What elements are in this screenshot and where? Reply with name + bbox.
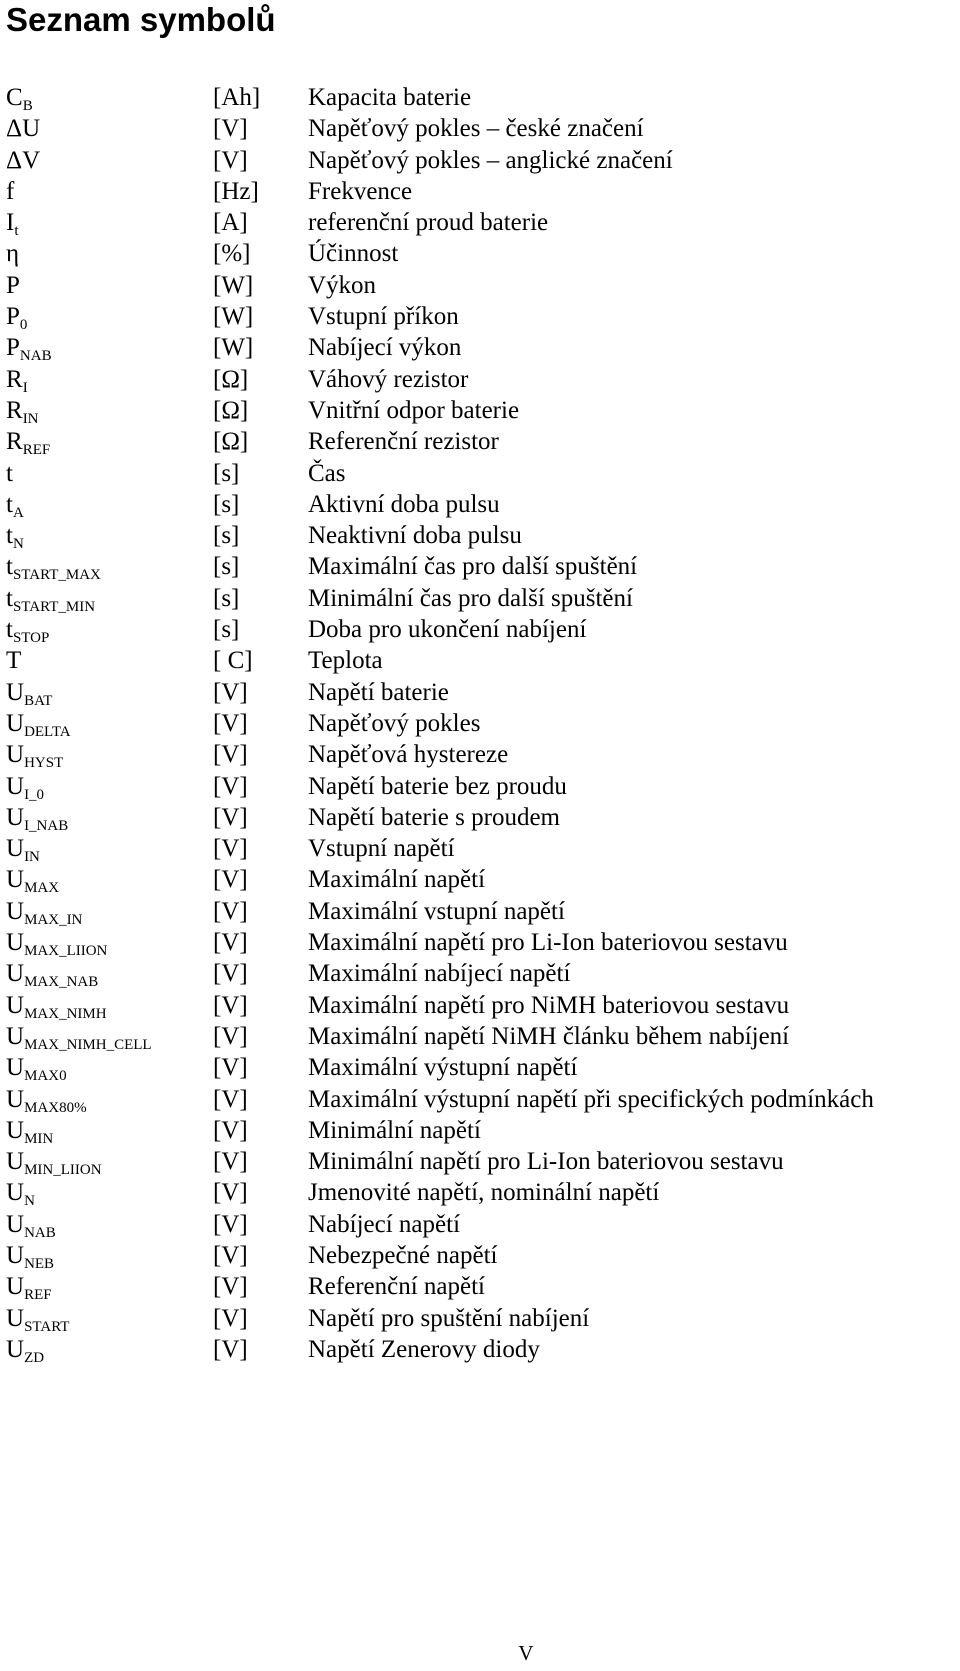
symbol-subscript: IN	[22, 410, 39, 427]
symbol-row	[0, 364, 960, 395]
symbol-row	[0, 489, 960, 520]
symbol	[6, 270, 20, 301]
symbol-base: t	[6, 616, 13, 644]
symbol-row	[0, 771, 960, 802]
symbol	[6, 708, 71, 739]
symbol-row	[0, 551, 960, 582]
symbol-base: P	[6, 334, 20, 362]
symbol	[6, 364, 28, 395]
symbol-row	[0, 583, 960, 614]
symbol-base: U	[6, 929, 25, 957]
symbol-base: U	[6, 709, 25, 737]
symbol-description: Napěťová hystereze	[308, 741, 509, 769]
symbol-description: Referenční napětí	[308, 1273, 485, 1301]
symbol-unit: [A]	[213, 209, 248, 237]
symbol	[6, 145, 40, 176]
symbol-description: Napěťový pokles – české značení	[308, 115, 644, 143]
symbol-subscript: MAX_IN	[24, 911, 83, 928]
symbol-unit: [V]	[213, 929, 248, 957]
symbol-base: P	[6, 303, 20, 331]
symbol	[6, 520, 24, 551]
symbol-subscript: t	[14, 223, 19, 240]
symbol-unit: [V]	[213, 146, 248, 174]
symbol	[6, 1303, 69, 1334]
symbol-base: U	[6, 1273, 25, 1301]
symbol-unit: [V]	[213, 866, 248, 894]
symbol-row	[0, 677, 960, 708]
symbol	[6, 1240, 54, 1271]
symbol-base: R	[6, 396, 23, 424]
symbol-description: Nabíjecí napětí	[308, 1210, 461, 1238]
symbol-unit: [s]	[213, 553, 240, 581]
symbol	[6, 958, 98, 989]
symbol-description: Vstupní napětí	[308, 835, 455, 863]
symbol-unit: [V]	[213, 741, 248, 769]
symbol-subscript: N	[12, 536, 24, 553]
symbol-base: U	[6, 803, 25, 831]
symbol-base: t	[6, 553, 13, 581]
symbol-unit: [s]	[213, 490, 240, 518]
symbol-row	[0, 1146, 960, 1177]
symbol-base: U	[6, 1335, 25, 1363]
symbol-description: Referenční rezistor	[308, 428, 499, 456]
symbol	[6, 927, 107, 958]
symbol-subscript: ZD	[24, 1349, 45, 1366]
symbol-base: U	[6, 1304, 25, 1332]
symbol-subscript: MIN	[24, 1130, 54, 1147]
symbol	[6, 113, 40, 144]
symbol-description: Napětí Zenerovy diody	[308, 1335, 540, 1363]
symbol	[6, 1334, 44, 1365]
symbol-row	[0, 896, 960, 927]
symbol	[6, 833, 40, 864]
symbol-unit: [Ω]	[213, 365, 249, 393]
symbol-row	[0, 1177, 960, 1208]
symbol-subscript: MAX	[24, 880, 60, 897]
symbol-description: Napětí baterie bez proudu	[308, 772, 567, 800]
symbol	[6, 238, 19, 269]
symbol-row	[0, 802, 960, 833]
symbol	[6, 395, 39, 426]
symbol-base: t	[6, 584, 13, 612]
symbol-unit: [V]	[213, 1085, 248, 1113]
symbol-row	[0, 238, 960, 269]
symbol-row	[0, 332, 960, 363]
symbol-description: Frekvence	[308, 177, 413, 205]
symbol-description: Neaktivní doba pulsu	[308, 522, 522, 550]
symbol-row	[0, 1209, 960, 1240]
symbol-base: ΔU	[6, 115, 41, 143]
symbol-base: η	[6, 240, 20, 268]
symbol-base: U	[6, 1054, 25, 1082]
symbol-subscript: MAX80%	[24, 1099, 87, 1116]
symbol-description: Čas	[308, 459, 346, 487]
symbol-subscript: B	[22, 98, 33, 114]
symbol-description: Teplota	[308, 647, 383, 675]
symbol-subscript: DELTA	[24, 723, 71, 740]
symbol-unit: [s]	[213, 584, 240, 612]
symbol-row	[0, 739, 960, 770]
symbol-unit: [V]	[213, 709, 248, 737]
symbol-subscript: I	[22, 379, 28, 396]
symbol-description: Jmenovité napětí, nominální napětí	[308, 1179, 660, 1207]
symbol-description: Maximální čas pro další spuštění	[308, 553, 638, 581]
symbol-row	[0, 927, 960, 958]
page-number: V	[518, 1641, 534, 1665]
symbol-list	[0, 82, 960, 1365]
symbol-row	[0, 1240, 960, 1271]
symbol-description: Maximální výstupní napětí	[308, 1054, 578, 1082]
symbol-base: U	[6, 835, 25, 863]
symbol-row	[0, 708, 960, 739]
symbol-base: U	[6, 1022, 25, 1050]
symbol-row	[0, 1303, 960, 1334]
symbol-unit: [V]	[213, 1148, 248, 1176]
symbol	[6, 896, 82, 927]
symbol-description: Maximální nabíjecí napětí	[308, 960, 571, 988]
symbol-unit: [Ω]	[213, 396, 249, 424]
symbol-base: R	[6, 365, 23, 393]
symbol-subscript: REF	[24, 1287, 52, 1304]
symbol-row	[0, 301, 960, 332]
symbol-row	[0, 1115, 960, 1146]
page-title: Seznam symbolů	[6, 1, 276, 38]
symbol-base: U	[6, 772, 25, 800]
symbol-row	[0, 426, 960, 457]
symbol-subscript: BAT	[24, 692, 53, 709]
symbol-description: Výkon	[308, 271, 377, 299]
symbol-base: T	[6, 647, 22, 675]
symbol-base: I	[6, 209, 15, 237]
symbol-row	[0, 1271, 960, 1302]
symbol	[6, 551, 101, 582]
symbol-unit: [W]	[213, 334, 254, 362]
symbol-subscript: REF	[22, 442, 51, 459]
symbol-description: Účinnost	[308, 240, 399, 268]
symbol	[6, 1021, 152, 1052]
symbol	[6, 1084, 87, 1115]
symbol	[6, 176, 14, 207]
symbol-row	[0, 270, 960, 301]
symbol-description: Váhový rezistor	[308, 365, 469, 393]
symbol-description: Vnitřní odpor baterie	[308, 396, 520, 424]
symbol-description: Maximální napětí pro NiMH bateriovou sestavu	[308, 991, 790, 1019]
symbol-unit: [V]	[213, 1116, 248, 1144]
symbol-subscript: NEB	[24, 1255, 55, 1272]
symbol-base: U	[6, 866, 25, 894]
symbol-subscript: 0	[19, 317, 28, 334]
symbol-description: Maximální napětí pro Li-Ion bateriovou sestavu	[308, 929, 788, 957]
symbol-unit: [V]	[213, 897, 248, 925]
symbol-base: U	[6, 678, 25, 706]
symbol	[6, 1146, 102, 1177]
symbol-base: f	[6, 177, 15, 205]
symbol-unit: [V]	[213, 1335, 248, 1363]
symbol-unit: [s]	[213, 459, 240, 487]
symbol-unit: [W]	[213, 271, 254, 299]
symbol-unit: [V]	[213, 1304, 248, 1332]
symbol	[6, 1177, 35, 1208]
symbol	[6, 802, 68, 833]
symbol-unit: [V]	[213, 803, 248, 831]
symbol-description: Maximální výstupní napětí při specifických podmínkách	[308, 1085, 874, 1113]
symbol-base: t	[6, 459, 13, 487]
symbol-row	[0, 990, 960, 1021]
symbol-row	[0, 1084, 960, 1115]
symbol	[6, 207, 19, 238]
symbol-description: Doba pro ukončení nabíjení	[308, 616, 587, 644]
symbol-description: Nabíjecí výkon	[308, 334, 462, 362]
symbol-row	[0, 645, 960, 676]
symbol-row	[0, 864, 960, 895]
symbol-row	[0, 614, 960, 645]
symbol	[6, 1271, 52, 1302]
symbol-unit: [s]	[213, 522, 240, 550]
symbol-row	[0, 207, 960, 238]
symbol-description: Napětí baterie s proudem	[308, 803, 560, 831]
symbol-subscript: IN	[24, 849, 40, 866]
symbol-unit: [V]	[213, 1179, 248, 1207]
symbol-unit: [Hz]	[213, 177, 259, 205]
symbol	[6, 301, 27, 332]
symbol-unit: [V]	[213, 1273, 248, 1301]
symbol-unit: [ C]	[213, 647, 253, 675]
symbol	[6, 82, 33, 113]
symbol	[6, 645, 21, 676]
symbol-subscript: START_MAX	[12, 567, 101, 584]
symbol-subscript: HYST	[24, 755, 64, 772]
symbol-unit: [V]	[213, 115, 248, 143]
symbol	[6, 771, 44, 802]
symbol-subscript: A	[12, 504, 24, 521]
symbol	[6, 864, 59, 895]
symbol-unit: [V]	[213, 1210, 248, 1238]
symbol-row	[0, 458, 960, 489]
symbol-description: Maximální vstupní napětí	[308, 897, 565, 925]
symbol-subscript: MAX_NAB	[24, 974, 99, 991]
symbol-subscript: I_NAB	[24, 817, 69, 834]
symbol-description: Napětí baterie	[308, 678, 449, 706]
symbol-row	[0, 520, 960, 551]
symbol-subscript: START_MIN	[12, 598, 96, 615]
symbol-subscript: N	[24, 1193, 35, 1210]
symbol	[6, 739, 63, 770]
symbol-description: Napěťový pokles	[308, 709, 481, 737]
symbol-unit: [W]	[213, 303, 254, 331]
symbol-unit: [V]	[213, 1241, 248, 1269]
symbol-unit: [V]	[213, 960, 248, 988]
symbol-base: U	[6, 741, 25, 769]
symbol-unit: [V]	[213, 1054, 248, 1082]
symbol	[6, 1115, 53, 1146]
symbol-base: R	[6, 428, 23, 456]
symbol-unit: [Ah]	[213, 84, 261, 111]
symbol-unit: [V]	[213, 678, 248, 706]
symbol	[6, 426, 50, 457]
symbol-description: Aktivní doba pulsu	[308, 490, 500, 518]
symbol-description: Vstupní příkon	[308, 303, 459, 331]
symbol-unit: [%]	[213, 240, 251, 268]
symbol-subscript: MIN_LIION	[24, 1162, 102, 1179]
symbol-base: U	[6, 960, 25, 988]
symbol-subscript: STOP	[12, 630, 50, 647]
symbol-base: U	[6, 1210, 25, 1238]
symbol-row	[0, 958, 960, 989]
symbol-unit: [s]	[213, 616, 240, 644]
symbol-unit: [V]	[213, 835, 248, 863]
symbol-subscript: I_0	[24, 786, 45, 803]
symbol-unit: [V]	[213, 772, 248, 800]
symbol-base: U	[6, 897, 25, 925]
symbol-row	[0, 1021, 960, 1052]
symbol-description: Maximální napětí NiMH článku během nabíjení	[308, 1022, 790, 1050]
symbol-description: Minimální napětí	[308, 1116, 481, 1144]
symbol-base: U	[6, 1116, 25, 1144]
symbol-description: Napěťový pokles – anglické značení	[308, 146, 673, 174]
symbol-row	[0, 1052, 960, 1083]
symbol-description: referenční proud baterie	[308, 209, 549, 237]
symbol-row	[0, 82, 960, 113]
symbol-base: C	[6, 84, 23, 111]
symbol-subscript: NAB	[24, 1224, 56, 1241]
symbol-row	[0, 113, 960, 144]
symbol-base: t	[6, 522, 13, 550]
symbol	[6, 332, 52, 363]
symbol-description: Minimální napětí pro Li-Ion bateriovou sestavu	[308, 1148, 784, 1176]
symbol-row	[0, 1334, 960, 1365]
symbol-unit: [V]	[213, 991, 248, 1019]
symbol	[6, 458, 13, 489]
symbol-base: ΔV	[6, 146, 41, 174]
symbol	[6, 1052, 67, 1083]
symbol-subscript: MAX_NIMH	[24, 1005, 107, 1022]
symbol-description: Napětí pro spuštění nabíjení	[308, 1304, 590, 1332]
symbol-base: U	[6, 1241, 25, 1269]
symbol-base: U	[6, 1148, 25, 1176]
symbol-base: U	[6, 1179, 25, 1207]
symbol-row	[0, 833, 960, 864]
symbol-base: t	[6, 490, 13, 518]
symbol	[6, 1209, 56, 1240]
symbol-subscript: MAX0	[24, 1068, 67, 1085]
symbol-base: U	[6, 991, 25, 1019]
symbol-unit: [V]	[213, 1022, 248, 1050]
symbol	[6, 489, 24, 520]
symbol	[6, 614, 49, 645]
symbol-unit: [Ω]	[213, 428, 249, 456]
symbol-subscript: START	[24, 1318, 70, 1335]
symbol	[6, 677, 52, 708]
symbol	[6, 583, 95, 614]
symbol-row	[0, 395, 960, 426]
symbol-subscript: NAB	[19, 348, 52, 365]
symbol-description: Minimální čas pro další spuštění	[308, 584, 633, 612]
symbol-subscript: MAX_LIION	[24, 943, 108, 960]
symbol-description: Maximální napětí	[308, 866, 486, 894]
symbol-base: P	[6, 271, 20, 299]
symbol	[6, 990, 107, 1021]
symbol-subscript: MAX_NIMH_CELL	[24, 1036, 152, 1053]
symbol-base: U	[6, 1085, 25, 1113]
symbol-row	[0, 176, 960, 207]
symbol-row	[0, 145, 960, 176]
symbol-description: Nebezpečné napětí	[308, 1241, 498, 1269]
symbol-description: Kapacita baterie	[308, 84, 472, 111]
